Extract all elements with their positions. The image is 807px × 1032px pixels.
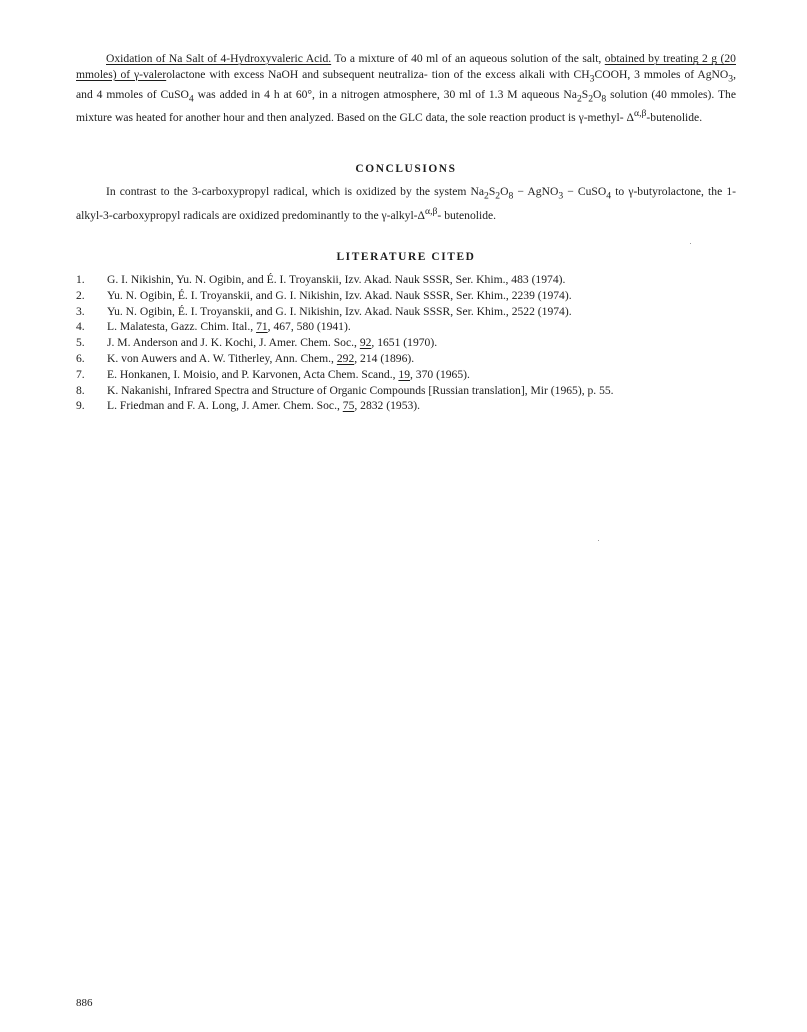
experimental-title: Oxidation of Na Salt of 4-Hydroxyvaleric Acid.	[106, 52, 332, 65]
reference-item: 4. L. Malatesta, Gazz. Chim. Ital., 71, 467, 580 (1941).	[76, 320, 351, 334]
reference-item: 3. Yu. N. Ogibin, É. I. Troyanskii, and G. I. Nikishin, Izv. Akad. Nauk SSSR, Ser. Khim., 2522 (1974).	[76, 304, 572, 318]
conclusions-heading: CONCLUSIONS	[355, 163, 457, 175]
reference-item: 8. K. Nakanishi, Infrared Spectra and Structure of Organic Compounds [Russian translation], Mir (1965), p. 55.	[76, 383, 614, 397]
scan-speck	[690, 243, 691, 244]
page-number: 886	[76, 997, 93, 1009]
reference-list	[76, 272, 736, 414]
scan-speck	[598, 540, 599, 541]
conclusions-paragraph: In contrast to the 3-carboxypropyl radical, which is oxidized by the system $Na_2S_2O_8$ − AgNO$_3$ − CuSO$_4$ to γ-butyrolactone, the 1-alkyl-3-carboxypropyl radicals are oxidized predominantly to the $\gamma-alkyl-\Delta^{\alpha,\beta}-$ butenolide.	[76, 185, 736, 222]
literature-heading: LITERATURE CITED	[336, 251, 476, 263]
reference-item: 6. K. von Auwers and A. W. Titherley, Ann. Chem., 292, 214 (1896).	[76, 351, 415, 365]
experimental-paragraph: Oxidation of Na Salt of 4-Hydroxyvaleric Acid. To a mixture of 40 ml of an aqueous solution of the salt, obtained by treating 2 g (20 mmoles) of γ-valerolactone with excess NaOH and subsequent neutraliza- tion of the excess alkali with $CH_3COOH$, 3 mmoles of AgNO$_3$, and 4 mmoles of CuSO$_4$ was added in 4 h at 60°, in a nitrogen atmosphere, 30 ml of 1.3 M aqueous $Na_2S_2O_8$ solution (40 mmoles). The mixture was heated for another hour and then analyzed. Based on the GLC data, the sole reaction product is γ-methyl- $\Delta^{\alpha,\beta}$-butenolide.	[76, 52, 737, 125]
reference-item: 5. J. M. Anderson and J. K. Kochi, J. Amer. Chem. Soc., 92, 1651 (1970).	[76, 336, 438, 350]
reference-item: 9. L. Friedman and F. A. Long, J. Amer. Chem. Soc., 75, 2832 (1953).	[76, 399, 421, 413]
reference-item: 1. G. I. Nikishin, Yu. N. Ogibin, and É. I. Troyanskii, Izv. Akad. Nauk SSSR, Ser. Khim., 483 (1974).	[76, 273, 566, 286]
reference-item: 2. Yu. N. Ogibin, É. I. Troyanskii, and G. I. Nikishin, Izv. Akad. Nauk SSSR, Ser. Khim., 2239 (1974).	[76, 288, 572, 302]
reference-item: 7. E. Honkanen, I. Moisio, and P. Karvonen, Acta Chem. Scand., 19, 370 (1965).	[76, 367, 470, 381]
